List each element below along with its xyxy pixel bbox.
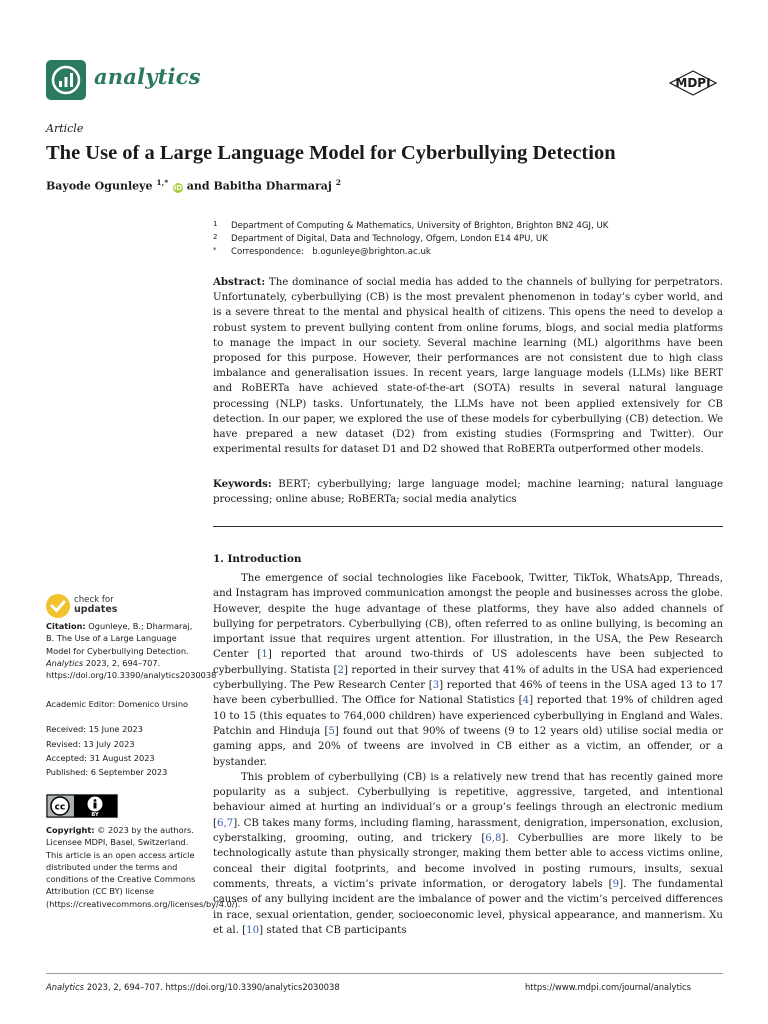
citation-link[interactable]: 5 (328, 725, 335, 737)
abstract (213, 275, 723, 457)
text-run: ]. The fundamental causes of any bullying incident are the imbalance of power and the victim’s perceived differences in race, sexual orientation, gender, socioeconomic level, physical appearance, and mannerism. Xu et al. [ (213, 878, 723, 936)
footer-doi[interactable]: 2023, 2, 694–707. https://doi.org/10.3390/analytics2030038 (84, 982, 340, 992)
text-run: ]. CB takes many forms, including flaming, harassment, denigration, impersonation, exclusion, cyberstalking, grooming, outing, and trickery [ (213, 817, 724, 845)
citation-link[interactable]: 1 (261, 649, 268, 661)
revised-date: Revised: 13 July 2023 (46, 739, 135, 749)
footer-citation (46, 982, 340, 992)
citation-link[interactable]: 2 (337, 664, 344, 676)
text-run: ] reported in their survey that 41% of adults in the USA had experienced cyberbullying. The Pew Research Center [ (213, 664, 723, 692)
keywords (213, 477, 723, 507)
abstract-label: Abstract: (213, 276, 266, 288)
affiliation-number: * (213, 246, 217, 254)
copyright-block (46, 824, 241, 910)
text-run: This problem of cyberbullying (CB) is a relatively new trend that has recently gained more popularity as a subject. Cyberbullying is repetitive, aggressive, targeted, and intentional behaviour aimed at hurting an individual’s or a group’s feelings through an electronic medium [ (213, 771, 723, 829)
affiliation-number: 2 (213, 233, 218, 241)
citation-text: Ogunleye, B.; Dharmaraj, B. The Use of a Large Language Model for Cyberbullying Detection. (46, 621, 193, 656)
body-text (213, 571, 723, 938)
citation-journal: Analytics (46, 657, 84, 668)
footer-journal-url[interactable]: https://www.mdpi.com/journal/analytics (525, 982, 692, 992)
keywords-text: BERT; cyberbullying; large language model; machine learning; natural language processing; online abuse; RoBERTa; social media analytics (213, 479, 723, 506)
citation-link[interactable]: 6,8 (485, 833, 502, 845)
affiliation-item (213, 233, 733, 244)
article-type: Article (46, 122, 84, 135)
svg-text:BY: BY (91, 812, 99, 818)
citation-link[interactable]: 3 (432, 680, 440, 692)
paragraph (213, 571, 723, 770)
abstract-text: The dominance of social media has added to the channels of bullying for perpetrators. Unfortunately, cyberbullying (CB) is the most prevalent phenomenon in today’s cyber world, and is a severe threat to the mental and physical health of citizens. This opens the need to develop a robust system to prevent bullying content from online forums, blogs, and social media platforms to manage the impact in our society. Several machine learning (ML) algorithms have been proposed for this purpose. However, their performances are not consistent due to high class imbalance and generalisation issues. In recent years, large language models (LLMs) like BERT and RoBERTa have achieved state-of-the-art (SOTA) results in several natural language processing (NLP) tasks. Unfortunately, the LLMs have not been applied extensively for CB detection. In our paper, we explored the use of these models for cyberbullying (CB) detection. We have prepared a new dataset (D2) from existing studies (Formspring and Twitter). Our experimental results for dataset D1 and D2 showed that RoBERTa outperformed other models. (213, 277, 723, 456)
cc-by-license-icon[interactable] (46, 794, 118, 818)
keywords-label: Keywords: (213, 478, 272, 490)
check-updates-label: updates (74, 604, 118, 615)
author-affiliation-marker: 1,* (156, 178, 169, 187)
orcid-icon[interactable]: iD (173, 183, 183, 192)
correspondence-text[interactable]: Correspondence: b.ogunleye@brighton.ac.uk (231, 247, 431, 257)
copyright-label: Copyright: (46, 825, 95, 835)
affiliation-text: Department of Computing & Mathematics, University of Brighton, Brighton BN2 4GJ, UK (231, 221, 609, 231)
affiliation-item (213, 246, 733, 257)
text-run: The emergence of social technologies like Facebook, Twitter, TikTok, WhatsApp, Threads, and Instagram has improved communication amongst the people and businesses across the globe. However, despite the huge advantage of these platforms, they have also added channels of bullying for perpetrators. Cyberbullying (CB), often referred to as online bullying, is becoming an important issue that requires urgent attention. For illustration, in the USA, the Pew Research Center [ (213, 573, 723, 661)
affiliation-text: Department of Digital, Data and Technology, Ofgem, London E14 4PU, UK (231, 234, 548, 244)
journal-logo-icon (46, 60, 86, 100)
citation-link[interactable]: 10 (246, 924, 260, 936)
received-date: Received: 15 June 2023 (46, 724, 143, 734)
svg-text:cc: cc (54, 802, 66, 813)
check-for-updates-button[interactable] (44, 592, 174, 620)
text-run: ] stated that CB participants (259, 924, 407, 936)
author-name[interactable]: Bayode Ogunleye (46, 179, 153, 193)
citation-doi[interactable]: 2023, 2, 694–707. https://doi.org/10.3390/analytics2030038 (46, 657, 217, 681)
author-list (46, 178, 341, 193)
affiliation-item (213, 220, 733, 231)
text-run: ] found out that 90% of tweens (9 to 12 years old) utilise social media or gaming apps, and 20% of tweens are involved in CB either as a victim, an offender, or a bystander. (213, 725, 724, 768)
copyright-text: © 2023 by the authors. Licensee MDPI, Basel, Switzerland. This article is an open access article distributed under the terms and conditions of the Creative Commons Attribution (CC BY) license (https://creativecommons.org/licenses/by/4.0/). (46, 825, 241, 909)
footer-divider (46, 973, 723, 974)
published-date: Published: 6 September 2023 (46, 767, 168, 777)
check-updates-icon (44, 592, 72, 620)
mdpi-logo-icon[interactable] (668, 70, 718, 96)
article-title: The Use of a Large Language Model for Cyberbullying Detection (46, 142, 616, 164)
journal-name[interactable]: analytics (94, 64, 201, 89)
accepted-date: Accepted: 31 August 2023 (46, 753, 155, 763)
citation-link[interactable]: 6,7 (216, 817, 234, 829)
paragraph (213, 770, 723, 938)
citation-block (46, 620, 217, 681)
text-run: ] reported that around two-thirds of US adolescents have been subjected to cyberbullying. Statista [ (213, 649, 723, 676)
author-separator: and (182, 179, 214, 193)
section-heading: 1. Introduction (213, 553, 302, 565)
citation-link[interactable]: 4 (522, 695, 530, 707)
citation-label: Citation: (46, 621, 86, 631)
publisher-name: MDPI (675, 76, 711, 90)
text-run: ] reported that 46% of teens in the USA aged 13 to 17 have been cyberbullied. The Office for National Statistics [ (213, 680, 724, 707)
author-name[interactable]: Babitha Dharmaraj (213, 179, 332, 193)
author-affiliation-marker: 2 (335, 178, 341, 187)
check-updates-label: check for (74, 595, 114, 605)
citation-link[interactable]: 9 (612, 878, 620, 890)
academic-editor: Academic Editor: Domenico Ursino (46, 699, 189, 709)
footer-journal: Analytics (46, 982, 85, 992)
affiliation-number: 1 (213, 220, 218, 228)
text-run: ] reported that 19% of children aged 10 to 15 (this equates to 764,000 children) have experienced cyberbullying in England and Wales. Patchin and Hinduja [ (213, 695, 723, 737)
divider (213, 526, 723, 527)
text-run: ]. Cyberbullies are more likely to be technologically astute than physically stronger, making them better able to access victims online, conceal their digital footprints, and become involved in posting rumours, insults, sexual comments, threats, a victim’s private information, or derogatory labels [ (213, 833, 723, 890)
